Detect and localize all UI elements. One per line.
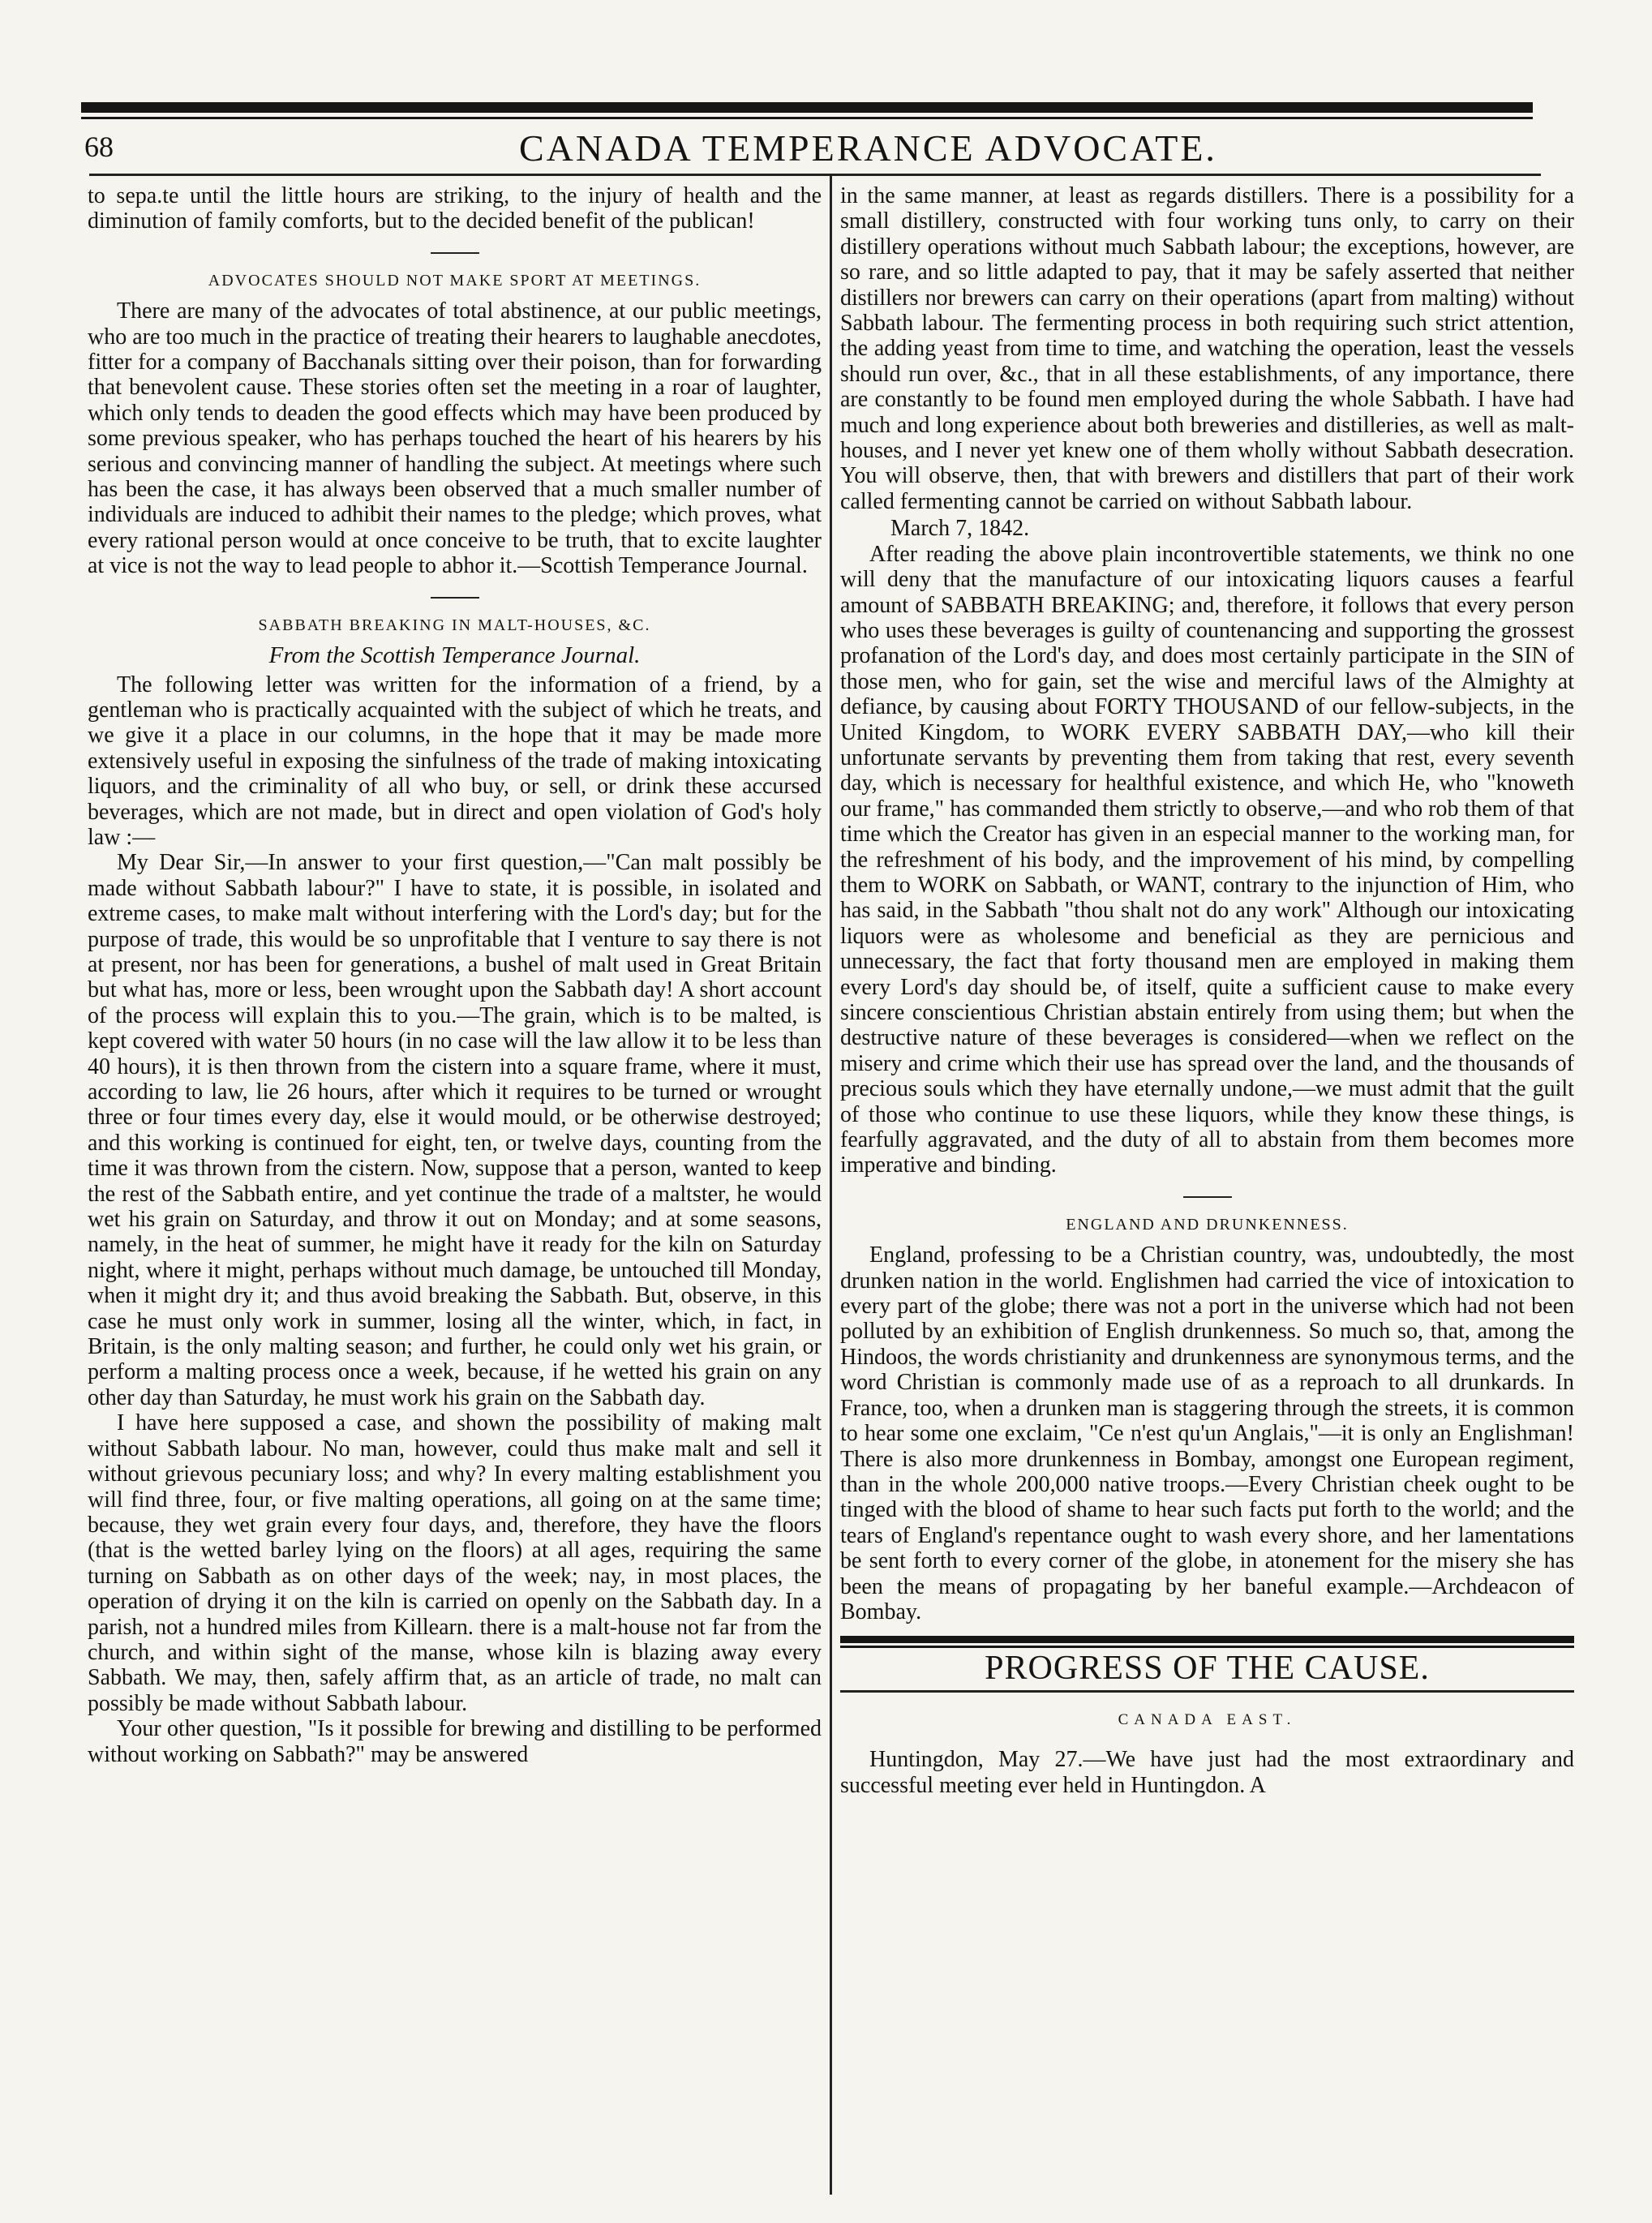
section-title-progress: PROGRESS OF THE CAUSE. [985, 1650, 1430, 1688]
top-thick-rule [81, 102, 1533, 113]
article-paragraph: England, professing to be a Christian country, was, undoubtedly, the most drunken nation in the world. Englishmen had carried the vice of intoxication to every part of the globe; there was not a port in the universe which had not been polluted by an exhibition of English drunkenness. So much so, that, among the Hindoos, the words christianity and drunkenness are synonymous terms, and the word Christian is commonly made use of as a reproach to all drunkards. In France, too, when a drunken man is staggering through the streets, it is common to hear some one exclaim, "Ce n'est qu'un Anglais,"—it is only an Englishman! There is also more drunkenness in Bombay, amongst one European regiment, than in the whole 200,000 native troops.—Every Christian cheek ought to be tinged with the blood of shame to hear such facts put forth to the world; and the tears of England's repentance ought to wash every shore, and her lamentations be sent forth to every corner of the globe, in atonement for the misery she has been the means of propagating by her baneful example.—Archdeacon of Bombay. [840, 1242, 1574, 1624]
page-number: 68 [84, 131, 114, 163]
article-paragraph: The following letter was written for the information of a friend, by a gentleman who is practically acquainted with the subject of which he treats, and we give it a place in our columns, in the hope that it may be made more extensively useful in exposing the sinfulness of the trade of making intoxicating liquors, and the criminality of all who buy, or sell, or drink these accursed beverages, which are not made, but in direct and open violation of God's holy law :— [88, 672, 822, 850]
article-heading-sabbath-breaking: SABBATH BREAKING IN MALT-HOUSES, &C. [258, 616, 651, 634]
report-paragraph: Huntingdon, May 27.—We have just had the most extraordinary and successful meeting ever held in Huntingdon. A [840, 1747, 1574, 1798]
article-source: From the Scottish Temperance Journal. [268, 642, 641, 669]
section-thick-rule [840, 1636, 1574, 1643]
top-thin-rule [81, 117, 1533, 119]
letter-paragraph: I have here supposed a case, and shown the possibility of making malt without Sabbath labour. No man, however, could thus make malt and sell it without grievous pecuniary loss; and why? In every malting establishment you will find three, four, or five malting operations, all going on at the same time; because, they wet grain every four days, and, therefore, they have the floors (that is the wetted barley lying on the floors) at all ages, requiring the same turning on Sabbath as on other days of the week; nay, in most places, the operation of drying it on the kiln is carried on openly on the Sabbath day. In a parish, not a hundred miles from Killearn. there is a malt-house not far from the church, and within sight of the manse, whose kiln is blazing away every Sabbath. We may, then, safely affirm that, as an article of trade, no malt can possibly be made without Sabbath labour. [88, 1410, 822, 1716]
section-separator [431, 597, 479, 599]
region-heading: CANADA EAST. [1118, 1710, 1297, 1728]
section-separator [1183, 1196, 1232, 1198]
section-separator [431, 252, 479, 254]
letter-continuation: in the same manner, at least as regards distillers. There is a possibility for a small distillery, constructed with four working tuns only, to carry on their distillery operations without much Sabbath labour; the exceptions, however, are so rare, and so little adapted to pay, that it may be safely asserted that neither distillers nor brewers can carry on their operations (apart from malting) without Sabbath labour. The fermenting process in both requiring such strict attention, the adding yeast from time to time, and watching the operation, least the vessels should run over, &c., that in all these establishments, of any importance, there are constantly to be found men employed during the whole Sabbath. I have had much and long experience about both breweries and distilleries, as well as malt-houses, and I never yet knew one of them wholly without Sabbath desecration. You will observe, then, that with brewers and distillers that part of their work called fermenting cannot be carried on without Sabbath labour. [840, 183, 1574, 514]
column-divider [830, 175, 832, 2195]
article-heading-advocates: ADVOCATES SHOULD NOT MAKE SPORT AT MEETINGS. [208, 271, 702, 290]
letter-paragraph: Your other question, "Is it possible for brewing and distilling to be performed without working on Sabbath?" may be answered [88, 1716, 822, 1767]
editorial-paragraph: After reading the above plain incontrovertible statements, we think no one will deny that the manufacture of our intoxicating liquors causes a fearful amount of SABBATH BREAKING; and, therefore, it follows that every person who uses these beverages is guilty of countenancing and supporting the grossest profanation of the Lord's day, and does most certainly participate in the SIN of those men, who for gain, set the wise and merciful laws of the Almighty at defiance, by causing about FORTY THOUSAND of our fellow-subjects, in the United Kingdom, to WORK EVERY SABBATH DAY,—who kill their unfortunate servants by preventing them from taking that rest, every seventh day, which is necessary for healthful existence, and which He, who "knoweth our frame," has commanded them strictly to observe,—and who rob them of that time which the Creator has given in an especial manner to the working man, for the refreshment of his body, and the improvement of his mind, by compelling them to WORK on Sabbath, or WANT, contrary to the injunction of Him, who has said, in the Sabbath "thou shalt not do any work" Although our intoxicating liquors were as wholesome and beneficial as they are pernicious and unnecessary, the fact that forty thousand men are employed in making them every Lord's day should be, of itself, quite a sufficient cause to make every sincere conscientious Christian abstain entirely from using them; but when the destructive nature of these beverages is considered—when we reflect on the misery and crime which their use has spread over the land, and the thousands of precious souls which they have eternally undone,—we must admit that the guilt of those who continue to use these liquors, while they know these things, is fearfully aggravated, and the duty of all to abstain from them becomes more imperative and binding. [840, 541, 1574, 1178]
letter-date: March 7, 1842. [890, 516, 1030, 542]
article-continuation: to sepa.te until the little hours are striking, to the injury of health and the diminution of family comforts, but to the decided benefit of the publican! [88, 183, 822, 234]
left-column [88, 183, 822, 1767]
article-heading-england: ENGLAND AND DRUNKENNESS. [1066, 1215, 1349, 1234]
running-title: CANADA TEMPERANCE ADVOCATE. [519, 127, 1217, 169]
section-thin-rule [840, 1646, 1574, 1648]
letter-paragraph: My Dear Sir,—In answer to your first question,—"Can malt possibly be made without Sabbath labour?" I have to state, it is possible, in isolated and extreme cases, to make malt without interfering with the Lord's day; but for the purpose of trade, this would be so unprofitable that I venture to say there is not at present, nor has been for generations, a bushel of malt used in Great Britain but what has, more or less, been wrought upon the Sabbath day! A short account of the process will explain this to you.—The grain, which is to be malted, is kept covered with water 50 hours (in no case will the law allow it to be less than 40 hours), it is then thrown from the cistern into a square frame, where it must, according to law, lie 26 hours, after which it requires to be turned or wrought three or four times every day, else it would mould, or be otherwise destroyed; and this working is continued for eight, ten, or twelve days, counting from the time it was thrown from the cistern. Now, suppose that a person, wanted to keep the rest of the Sabbath entire, and yet continue the trade of a maltster, he would wet his grain on Saturday, and throw it out on Monday; and at some seasons, namely, in the heat of summer, he might have it ready for the kiln on Saturday night, where it might, perhaps without much damage, be untouched till Monday, when it might dry it; and thus avoid breaking the Sabbath. But, observe, in this case he must only work in summer, losing all the winter, which, in fact, in Britain, is the only malting season; and further, he could only wet his grain, or perform a malting process once a week, because, if he wetted his grain on any other day than Saturday, he must work his grain on the Sabbath day. [88, 850, 822, 1410]
header-rule [89, 174, 1541, 176]
right-column [840, 183, 1574, 1798]
section-under-rule [840, 1690, 1574, 1693]
article-paragraph: There are many of the advocates of total abstinence, at our public meetings, who are too much in the practice of treating their hearers to laughable anecdotes, fitter for a company of Bacchanals sitting over their poison, than for forwarding that benevolent cause. These stories often set the meeting in a roar of laughter, which only tends to deaden the good effects which may have been produced by some previous speaker, who has perhaps touched the heart of his hearers by his serious and convincing manner of handling the subject. At meetings where such has been the case, it has always been observed that a much smaller number of individuals are induced to adhibit their names to the pledge; which proves, what every rational person would at once conceive to be truth, that to excite laughter at vice is not the way to lead people to abhor it.—Scottish Temperance Journal. [88, 298, 822, 579]
